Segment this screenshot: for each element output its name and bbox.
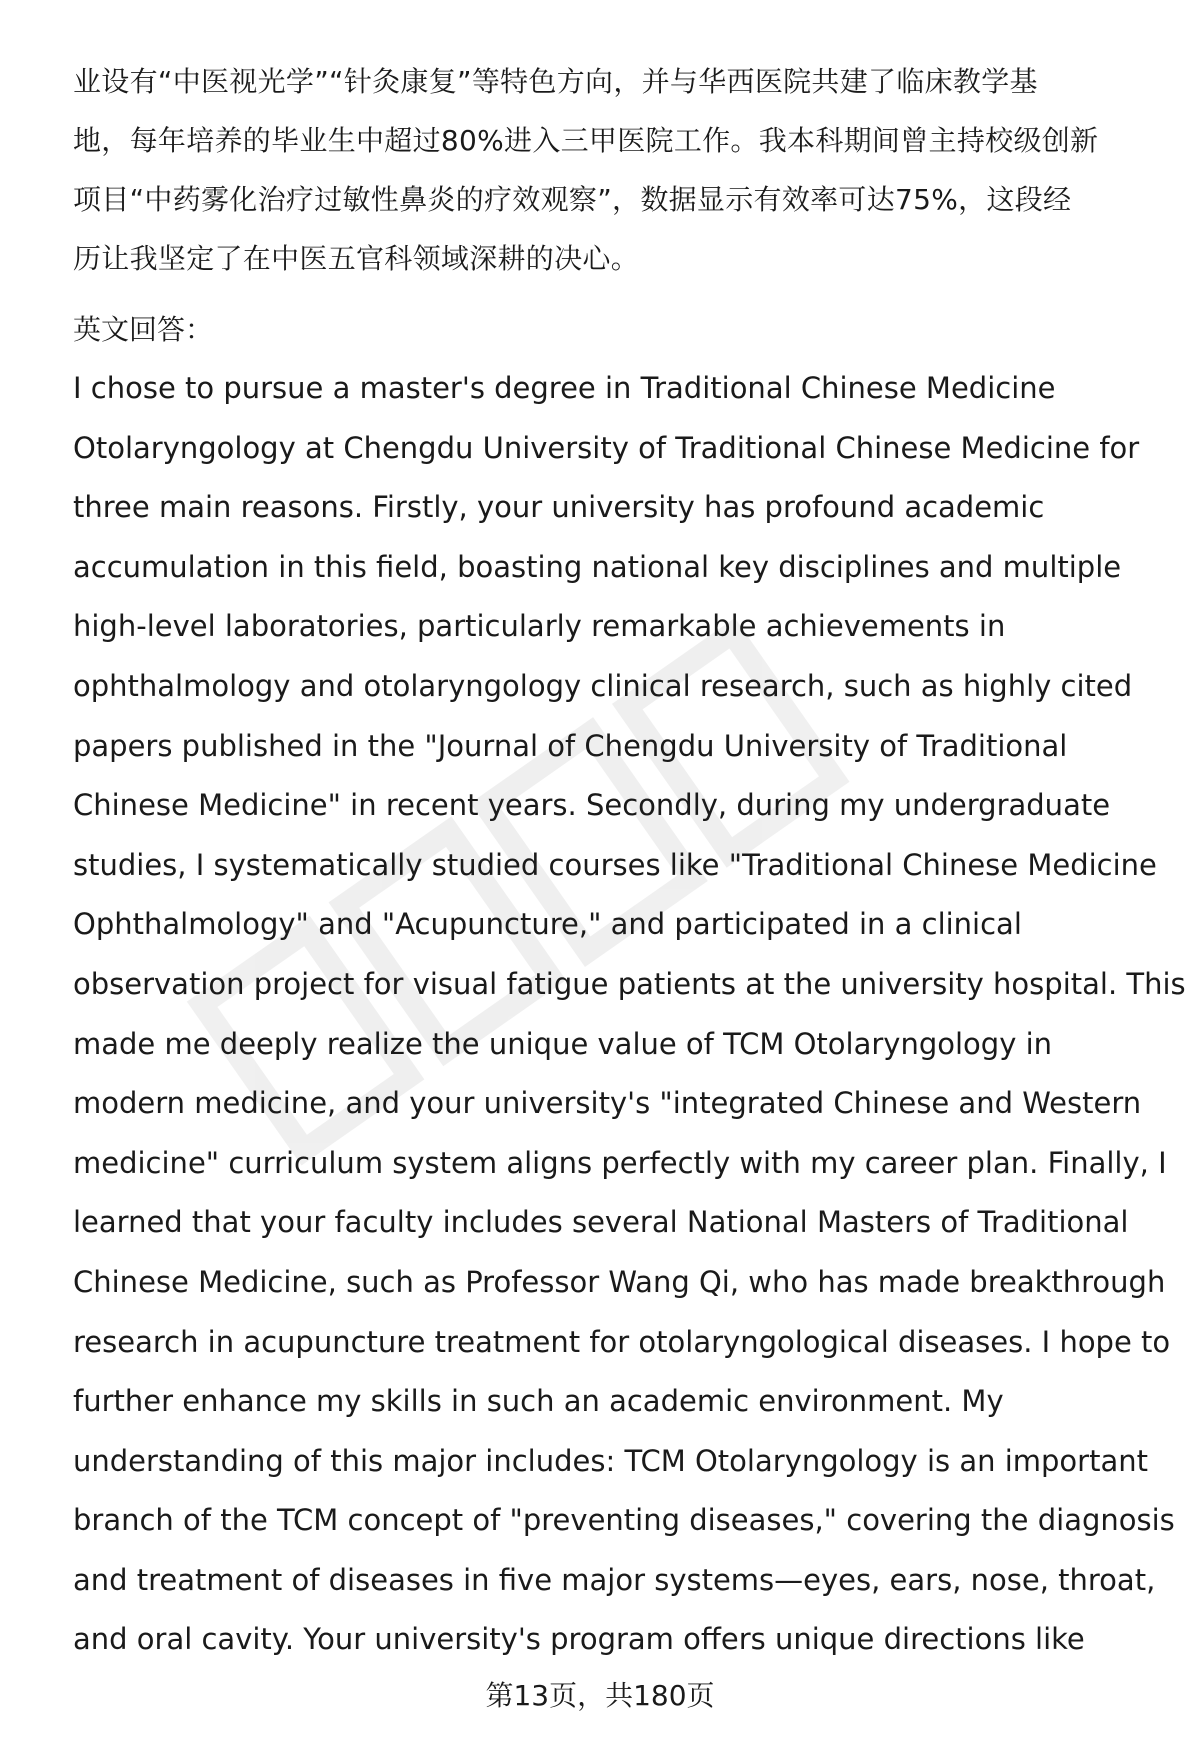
paragraph-line: Ophthalmology" and "Acupuncture," and participated in a clinical [73, 907, 1022, 942]
paragraph-line: high-level laboratories, particularly remarkable achievements in [73, 609, 1006, 644]
paragraph-line: 业设有“中医视光学”“针灸康复”等特色方向，并与华西医院共建了临床教学基 [73, 65, 1038, 98]
paragraph-line: learned that your faculty includes several National Masters of Traditional [73, 1205, 1129, 1240]
paragraph-line: studies, I systematically studied courses like "Traditional Chinese Medicine [73, 847, 1157, 882]
document-content [73, 52, 1186, 1670]
paragraph-line: medicine" curriculum system aligns perfectly with my career plan. Finally, I [73, 1145, 1167, 1180]
paragraph-line: and treatment of diseases in five major systems—eyes, ears, nose, throat, [73, 1562, 1156, 1597]
paragraph-line: and oral cavity. Your university's program offers unique directions like [73, 1622, 1085, 1657]
paragraph-line: further enhance my skills in such an academic environment. My [73, 1384, 1004, 1419]
paragraph-line: observation project for visual fatigue patients at the university hospital. This [73, 966, 1186, 1001]
paragraph-line: Otolaryngology at Chengdu University of Traditional Chinese Medicine for [73, 430, 1140, 465]
paragraph-line: modern medicine, and your university's "integrated Chinese and Western [73, 1086, 1142, 1121]
paragraph-line: I chose to pursue a master's degree in Traditional Chinese Medicine [73, 371, 1056, 405]
paragraph-line: 历让我坚定了在中医五官科领域深耕的决心。 [73, 242, 640, 275]
paragraph-line: research in acupuncture treatment for otolaryngological diseases. I hope to [73, 1324, 1171, 1359]
english-paragraph [73, 359, 1186, 1670]
paragraph-line: 项目“中药雾化治疗过敏性鼻炎的疗效观察”，数据显示有效率可达75%，这段经 [73, 183, 1072, 216]
paragraph-line: 地，每年培养的毕业生中超过80%进入三甲医院工作。我本科期间曾主持校级创新 [73, 124, 1099, 157]
page-footer [0, 1676, 1200, 1716]
paragraph-line: branch of the TCM concept of "preventing diseases," covering the diagnosis [73, 1503, 1175, 1538]
english-answer-label: 英文回答： [73, 313, 214, 346]
paragraph-line: accumulation in this field, boasting national key disciplines and multiple [73, 549, 1122, 584]
paragraph-line: Chinese Medicine, such as Professor Wang Qi, who has made breakthrough [73, 1264, 1166, 1299]
chinese-paragraph [73, 52, 1163, 288]
paragraph-line: three main reasons. Firstly, your university has profound academic [73, 490, 1045, 525]
paragraph-line: understanding of this major includes: TCM Otolaryngology is an important [73, 1443, 1148, 1478]
page-indicator: 第13页，共180页 [485, 1679, 715, 1712]
paragraph-line: Chinese Medicine" in recent years. Secondly, during my undergraduate [73, 788, 1111, 823]
paragraph-line: ophthalmology and otolaryngology clinical research, such as highly cited [73, 668, 1133, 703]
paragraph-line: made me deeply realize the unique value of TCM Otolaryngology in [73, 1026, 1053, 1061]
paragraph-line: papers published in the "Journal of Chengdu University of Traditional [73, 728, 1068, 763]
